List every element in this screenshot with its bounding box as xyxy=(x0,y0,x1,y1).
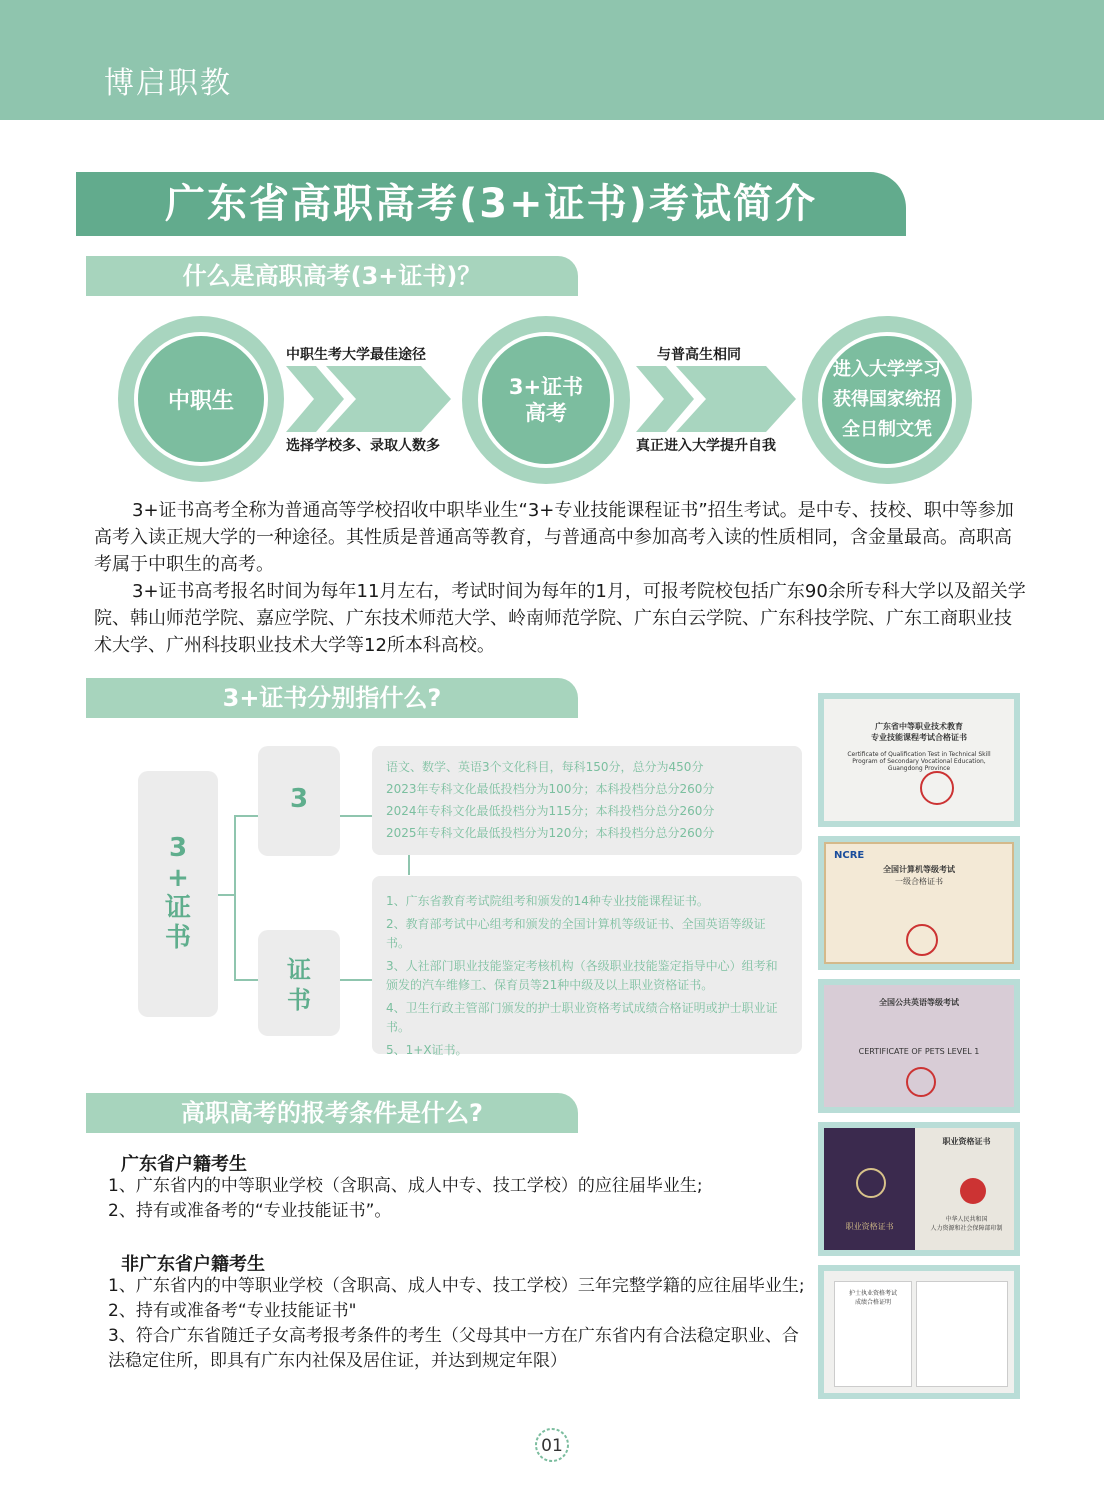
tree-connector-details xyxy=(408,855,410,875)
flow-node3-line3: 全日制文凭 xyxy=(842,419,932,440)
intro-paragraph-2: 3+证书高考报名时间为每年11月左右，考试时间为每年的1月，可报考院校包括广东90余所专科大学以及韶关学院、韩山师范学院、嘉应学院、广东技术师范大学、岭南师范学院、广东白云学院、广东科技学院、广东工商职业技术大学、广州科技职业技术大学等12所本科高校。 xyxy=(94,581,1026,656)
intro-text xyxy=(94,497,1028,659)
detail-cert-item: 1、广东省教育考试院组考和颁发的14种专业技能课程证书。 xyxy=(386,894,709,908)
tree-connector-vertical xyxy=(234,815,236,980)
tree-connector-branch1 xyxy=(234,815,258,817)
group2-item: 3、符合广东省随迁子女高考报考条件的考生（父母其中一方在广东省内有合法稳定职业、合法稳定住所，即具有广东内社保及居住证，并达到规定年限） xyxy=(108,1326,799,1371)
flow-node3-line1: 进入大学学习 xyxy=(833,359,941,380)
tree-connector-root xyxy=(218,894,234,896)
certificate-image-5 xyxy=(818,1265,1020,1399)
tree-connector-detail2 xyxy=(340,979,372,981)
flow-node2-line2: 高考 xyxy=(525,401,567,425)
section1-heading: 什么是高职高考(3+证书)？ xyxy=(86,256,578,296)
flow-arrow2 xyxy=(636,366,806,432)
cert5-left-page xyxy=(834,1281,912,1387)
flow-arrow2-top-label: 与普高生相同 xyxy=(657,347,741,363)
certificate-image-2 xyxy=(818,836,1020,970)
flow-node3 xyxy=(818,332,956,468)
certificate-image-1 xyxy=(818,693,1020,827)
tree-connector-branch2 xyxy=(234,979,258,981)
detail-cert-item: 5、1+X证书。 xyxy=(386,1043,468,1057)
group1-item: 2、持有或准备考的“专业技能证书”。 xyxy=(108,1201,392,1221)
tree-root-char-4: 书 xyxy=(164,923,191,953)
red-seal-icon xyxy=(906,924,938,956)
intro-paragraph-1: 3+证书高考全称为普通高等学校招收中职毕业生“3+专业技能课程证书”招生考试。是中专、技校、职中等参加高考入读正规大学的一种途径。其性质是普通高等教育，与普通高中参加高考入读的性质相同，含金量最高。高职高考属于中职生的高考。 xyxy=(94,500,1014,575)
group1-title: 广东省户籍考生 xyxy=(121,1154,247,1175)
flow-arrow1-bottom-label: 选择学校多、录取人数多 xyxy=(286,438,440,454)
ncre-logo: NCRE xyxy=(834,850,865,861)
flow-arrow2-bottom-label: 真正进入大学提升自我 xyxy=(636,438,776,454)
page-number: 01 xyxy=(541,1436,563,1456)
flow-node1-label: 中职生 xyxy=(167,388,234,414)
flow-arrow1-top-label: 中职生考大学最佳途径 xyxy=(286,347,426,363)
detail-cert-item: 3、人社部门职业技能鉴定考核机构（各级职业技能鉴定指导中心）组考和颁发的汽车维修工、保育员等21种中级及以上职业资格证书。 xyxy=(386,959,778,992)
detail-3-item: 2024年专科文化最低投档分为115分；本科投档分总分260分 xyxy=(386,804,715,818)
tree-branch2-char-2: 书 xyxy=(287,986,311,1014)
emblem-icon xyxy=(856,1168,886,1198)
group2-list xyxy=(108,1274,808,1374)
tree-branch1-label: 3 xyxy=(289,784,309,814)
flow-node2 xyxy=(478,332,614,468)
detail-cert-item: 2、教育部考试中心组考和颁发的全国计算机等级证书、全国英语等级证书。 xyxy=(386,917,766,950)
group2-item: 2、持有或准备考“专业技能证书" xyxy=(108,1301,357,1321)
flow-arrow1 xyxy=(286,366,456,432)
detail-box-cert xyxy=(372,876,802,1057)
tree-root-char-1: 3 xyxy=(168,833,188,863)
brand-name: 博启职教 xyxy=(104,66,232,101)
section2-heading: 3+证书分别指什么? xyxy=(86,678,578,718)
tree-branch2-char-1: 证 xyxy=(287,956,311,984)
flow-arrow1-chevron-large xyxy=(326,366,451,432)
flow-node1 xyxy=(134,332,268,466)
cert4-cover-title: 职业资格证书 xyxy=(845,1222,894,1231)
detail-box-3 xyxy=(372,746,802,855)
detail-cert-item: 4、卫生行政主管部门颁发的护士职业资格考试成绩合格证明或护士职业证书。 xyxy=(386,1001,778,1034)
cert5-title: 护士执业资格考试 成绩合格证明 xyxy=(848,1290,897,1306)
group2-title: 非广东省户籍考生 xyxy=(121,1254,265,1275)
red-seal-icon xyxy=(920,771,954,805)
tree-root-char-3: 证 xyxy=(164,893,191,923)
cert3-english: CERTIFICATE OF PETS LEVEL 1 xyxy=(858,1047,980,1056)
detail-3-item: 2025年专科文化最低投档分为120分；本科投档分总分260分 xyxy=(386,826,715,840)
cert4-cover xyxy=(824,1128,915,1250)
cert2-subtitle: 一级合格证书 xyxy=(895,877,943,886)
cert1-english: Certificate of Qualification Test in Technical Skill Program of Secondary Vocational Education, Guangdong Province xyxy=(847,751,991,772)
tree-root-char-2: + xyxy=(167,863,189,893)
red-emblem-icon xyxy=(960,1178,986,1204)
cert1-title: 广东省中等职业技术教育 专业技能课程考试合格证书 xyxy=(871,722,967,742)
page-title: 广东省高职高考(3+证书)考试简介 xyxy=(76,172,906,236)
red-seal-icon xyxy=(906,1067,936,1097)
group1-item: 1、广东省内的中等职业学校（含职高、成人中专、技工学校）的应往届毕业生; xyxy=(108,1176,703,1196)
cert4-page-title: 职业资格证书 xyxy=(942,1137,991,1146)
flow-node3-line2: 获得国家统招 xyxy=(833,389,941,410)
flow-node2-line1: 3+证书 xyxy=(508,375,584,399)
cert5-right-page xyxy=(916,1281,1008,1387)
tree-root-label xyxy=(138,833,218,953)
cert3-title: 全国公共英语等级考试 xyxy=(879,998,959,1007)
section3-heading: 高职高考的报考条件是什么? xyxy=(86,1093,578,1133)
tree-branch2-label xyxy=(258,955,340,1015)
tree-connector-detail1 xyxy=(340,815,372,817)
detail-3-item: 语文、数学、英语3个文化科目，每科150分，总分为450分 xyxy=(386,760,704,774)
group2-item: 1、广东省内的中等职业学校（含职高、成人中专、技工学校）三年完整学籍的应往届毕业生; xyxy=(108,1276,805,1296)
certificate-image-4 xyxy=(818,1122,1020,1256)
cert4-page-org: 中华人民共和国 人力资源和社会保障部印制 xyxy=(930,1216,1003,1232)
group1-list xyxy=(108,1174,798,1224)
detail-3-item: 2023年专科文化最低投档分为100分；本科投档分总分260分 xyxy=(386,782,715,796)
certificate-image-3 xyxy=(818,979,1020,1113)
cert2-title: 全国计算机等级考试 xyxy=(883,865,955,874)
